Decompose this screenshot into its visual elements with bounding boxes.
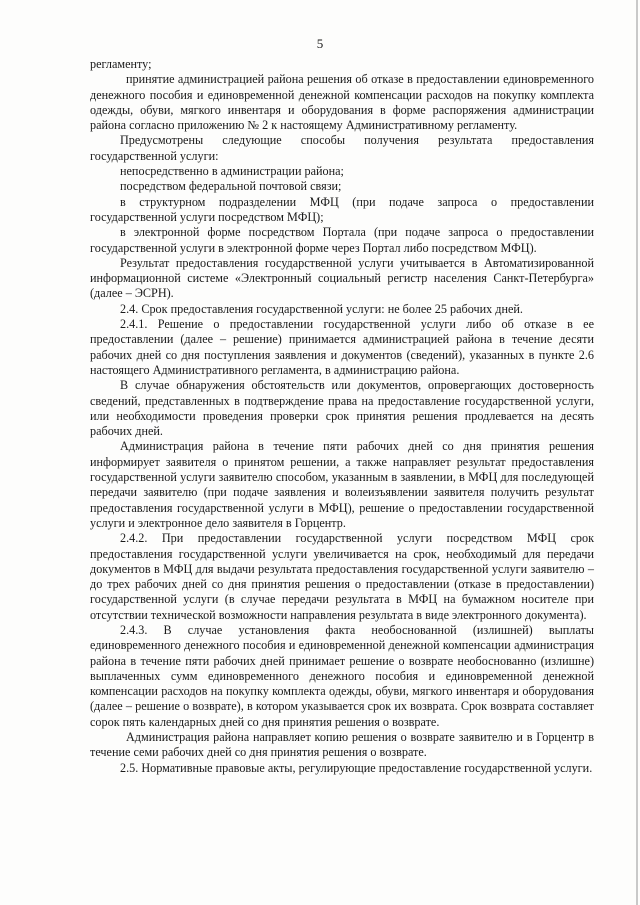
page-edge xyxy=(636,0,638,905)
paragraph: Администрация района в течение пяти рабочих дней со дня принятия решения информирует заявителя о принятом решении, а также направляет результат предоставления государственной услуги заявителю способом, указанным в заявлении, в МФЦ для последующей передачи заявителю (при подаче заявления и волеизъявлении заявителя получить результат предоставления государственной услуги в МФЦ), решение о предоставлении государственной услуги и электронное дело заявителя в Горцентр. xyxy=(90,439,594,530)
paragraph: регламенту; xyxy=(90,57,152,71)
paragraph: 2.4.1. Решение о предоставлении государственной услуги либо об отказе в ее предоставлении (далее – решение) принимается администрацией района в течение десяти рабочих дней со дня поступления заявления и документов (сведений), указанных в пункте 2.6 настоящего Административного регламента, в администрацию района. xyxy=(90,317,594,377)
list-item: в структурном подразделении МФЦ (при подаче запроса о предоставлении государственной услуги посредством МФЦ); xyxy=(90,194,594,224)
paragraph: принятие администрацией района решения об отказе в предоставлении единовременного денежного пособия и единовременной денежной компенсации расходов на покупку комплекта одежды, обуви, мягкого инвентаря и оборудования в форме распоряжения администрации района согласно приложению № 2 к настоящему Административному регламенту. xyxy=(90,72,594,133)
section-heading: 2.4. Срок предоставления государственной услуги: не более 25 рабочих дней. xyxy=(120,301,523,316)
paragraph: 2.4.3. В случае установления факта необоснованной (излишней) выплаты единовременного денежного пособия и единовременной денежной компенсации администрация района в течение пяти рабочих дней принимает решение о возврате необоснованно (излишне) выплаченных сумм единовременного денежного пособия и единовременной денежной компенсации расходов на покупку комплекта одежды, обуви, мягкого инвентаря и оборудования (далее – решение о возврате), в котором указывается срок их возврата. Срок возврата составляет сорок пять календарных дней со дня принятия решения о возврате. xyxy=(90,622,594,729)
section-heading: 2.5. Нормативные правовые акты, регулирующие предоставление государственной услуги. xyxy=(120,760,593,775)
paragraph: Результат предоставления государственной услуги учитывается в Автоматизированной информационной системе «Электронный социальный регистр населения Санкт-Петербурга» (далее – ЭСРН). xyxy=(90,255,594,301)
list-item: в электронной форме посредством Портала (при подаче запроса о предоставлении государственной услуги в электронной форме через Портал либо посредством МФЦ). xyxy=(90,225,594,255)
page-number: 5 xyxy=(316,36,324,51)
list-item: посредством федеральной почтовой связи; xyxy=(120,179,342,194)
document-body xyxy=(90,57,594,776)
paragraph: В случае обнаружения обстоятельств или документов, опровергающих достоверность сведений, представленных в подтверждение права на предоставление государственной услуги, или необходимости проведения проверки срок принятия решения продлевается на десять рабочих дней. xyxy=(90,378,594,439)
paragraph: 2.4.2. При предоставлении государственной услуги посредством МФЦ срок предоставления государственной услуги увеличивается на срок, необходимый для передачи документов в МФЦ для выдачи результата предоставления государственной услуги заявителю – до трех рабочих дней со дня принятия решения о предоставлении (отказе в предоставлении) государственной услуги (в случае передачи результата в МФЦ на бумажном носителе при отсутствии технической возможности направления результата в виде электронного документа). xyxy=(90,531,594,622)
paragraph: Администрация района направляет копию решения о возврате заявителю и в Горцентр в течение семи рабочих дней со дня принятия решения о возврате. xyxy=(90,730,594,760)
paragraph: Предусмотрены следующие способы получения результата предоставления государственной услуги: xyxy=(90,133,594,163)
list-item: непосредственно в администрации района; xyxy=(120,164,344,179)
